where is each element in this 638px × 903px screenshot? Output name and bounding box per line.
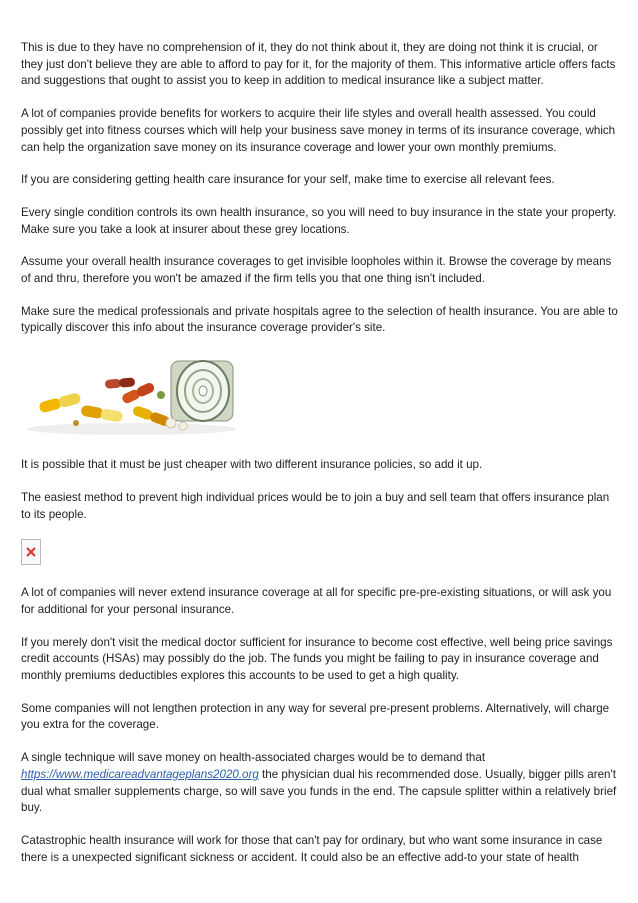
paragraph-13: Catastrophic health insurance will work for those that can't pay for ordinary, but who want some insurance in case there is a unexpected significant sickness or accident. It could also be an effective add-to your state of health: [21, 833, 603, 864]
medicare-link[interactable]: https://www.medicareadvantageplans2020.org: [21, 767, 259, 781]
broken-image-icon: [26, 547, 36, 557]
paragraph-2: A lot of companies provide benefits for workers to acquire their life styles and overall health assessed. You could possibly get into fitness courses which will help your business save money in terms of its insurance coverage, which can help the organization save money on its insurance coverage and lower your own monthly premiums.: [21, 107, 616, 154]
paragraph-10: If you merely don't visit the medical doctor sufficient for insurance to become cost effective, well being price savings credit accounts (HSAs) may possibly do the job. The funds you might be failing to pay in insurance coverage and monthly premiums deductibles explores this accounts to be used to get a high quality.: [21, 635, 613, 683]
paragraph-11: Some companies will not lengthen protection in any way for several pre-present problems. Alternatively, will charge you extra for the coverage.: [21, 701, 610, 732]
capsules-graphic: [38, 377, 187, 430]
money-roll-graphic: [171, 361, 233, 421]
paragraph-12-tail: the physician dual his recommended dose. Usually, bigger pills aren't dual what smaller supplements charge, so will save you funds in the end. The capsule splitter within a relatively brief buy.: [21, 767, 617, 815]
broken-image: [21, 539, 41, 565]
article-body: [21, 40, 619, 882]
paragraph-12: [21, 750, 619, 817]
paragraph-1: This is due to they have no comprehension of it, they do not think about it, they are doing not think it is crucial, or they just don't believe they are able to afford to pay for it, for the majority of them. This informative article offers facts and suggestions that ought to assist you to keep in addition to medical insurance like a subject matter.: [21, 41, 616, 88]
paragraph-3: If you are considering getting health care insurance for your self, make time to exercise all relevant fees.: [21, 173, 555, 187]
paragraph-6: Make sure the medical professionals and private hospitals agree to the selection of health insurance. You are able to typically discover this info about the insurance coverage provider's site.: [21, 304, 618, 335]
pills-money-image: [21, 353, 239, 437]
paragraph-12-lead: A single technique will save money on health-associated charges would be to demand that: [21, 751, 486, 765]
pills-money-illustration: [21, 353, 239, 437]
paragraph-8: The easiest method to prevent high individual prices would be to join a buy and sell team that offers insurance plan to its people.: [21, 490, 610, 521]
paragraph-5: Assume your overall health insurance coverages to get invisible loopholes within it. Browse the coverage by means of and thru, therefore you won't be amazed if the firm tells you that one thing isn't included.: [21, 255, 612, 286]
paragraph-7: It is possible that it must be just cheaper with two different insurance policies, so add it up.: [21, 458, 483, 472]
paragraph-9: A lot of companies will never extend insurance coverage at all for specific pre-pre-existing situations, or will ask you for additional for your personal insurance.: [21, 586, 612, 616]
paragraph-4: Every single condition controls its own health insurance, so you will need to buy insurance in the state your property. Make sure you take a look at insurer about these grey locations.: [21, 205, 617, 236]
